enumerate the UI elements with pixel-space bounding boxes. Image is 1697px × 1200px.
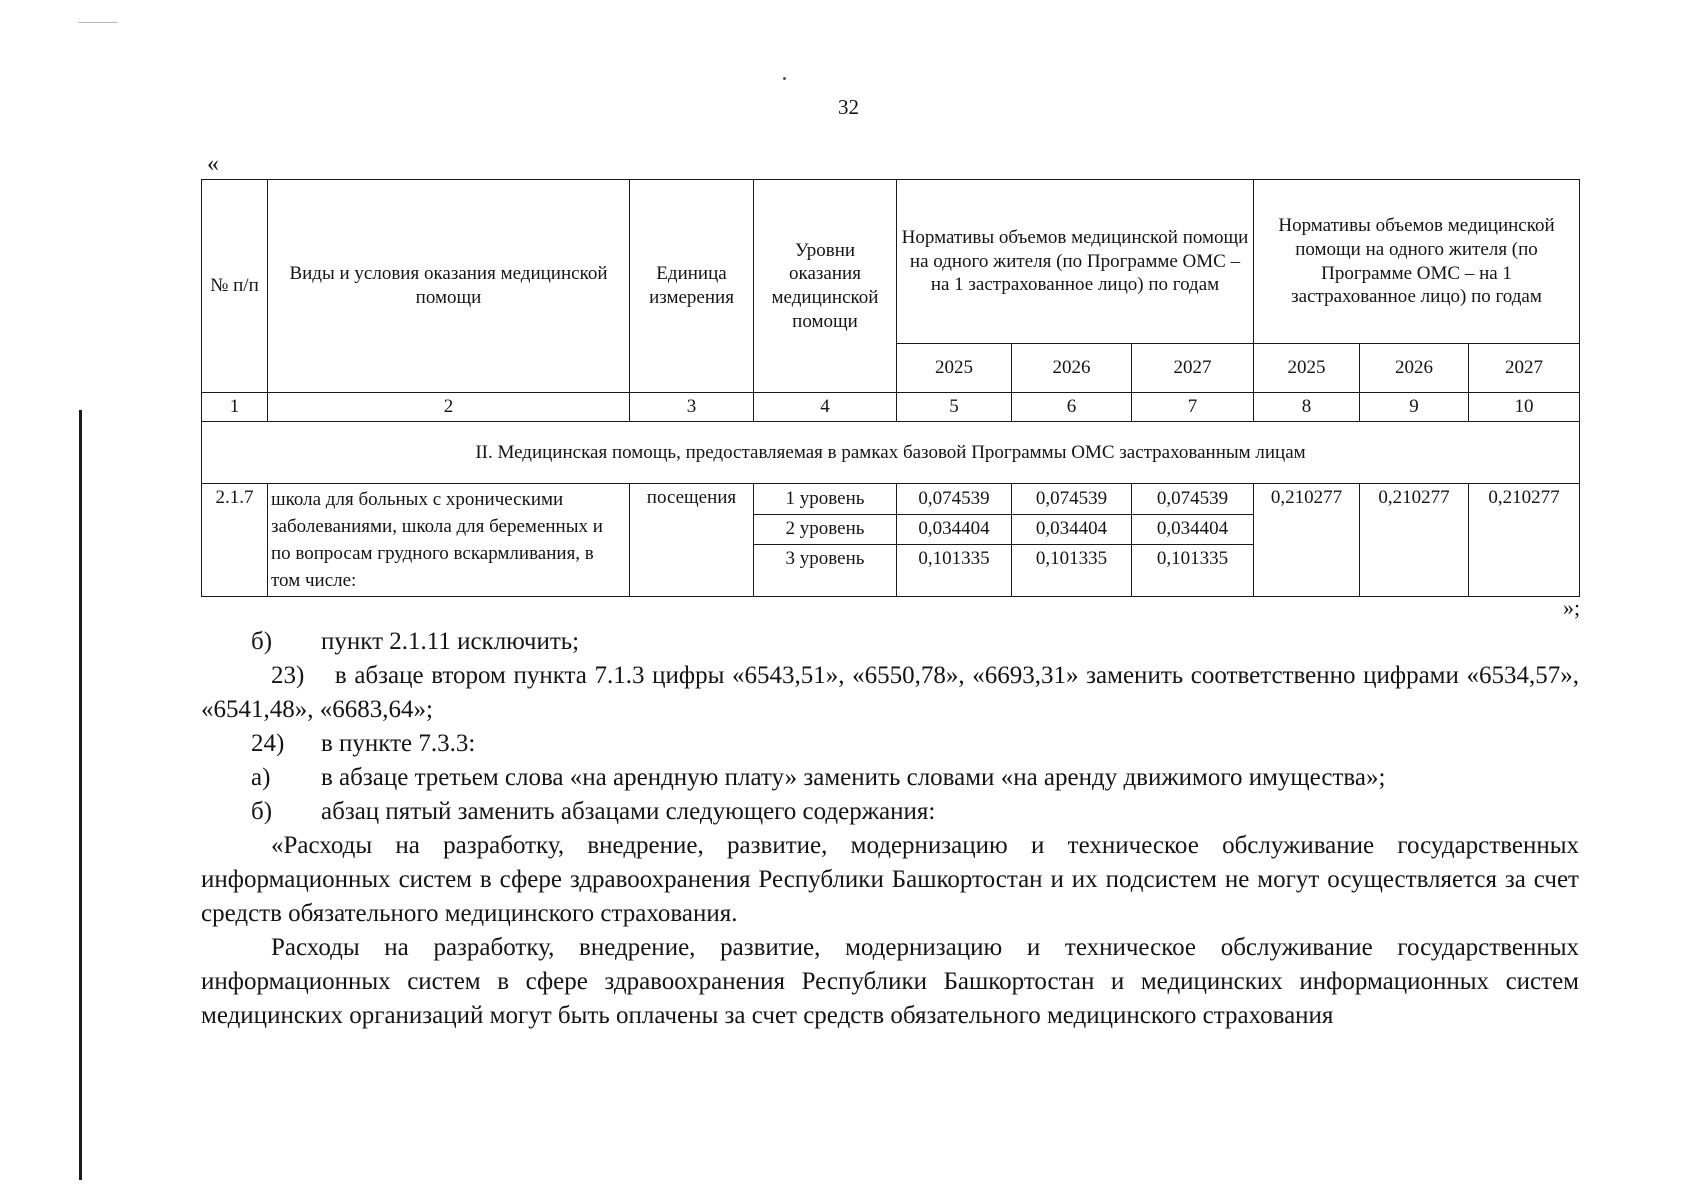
row-num: 2.1.7 (202, 484, 268, 597)
header-num: № п/п (202, 180, 268, 393)
row-value: 0,074539 (897, 484, 1012, 515)
item-number: б) (251, 628, 273, 655)
scan-artifact-left-edge (79, 410, 82, 1180)
item-23 (201, 659, 1579, 727)
item-number: 24) (251, 730, 285, 757)
paragraph-1: «Расходы на разработку, внедрение, развитие, модернизацию и техническое обслуживание государственных информационных систем в сфере здравоохранения Республики Башкортостан и их подсистем не могут осуществляется за счет средств обязательного медицинского страхования. (201, 832, 1579, 927)
row-level: 1 уровень (754, 484, 897, 515)
year-cell: 2025 (897, 344, 1012, 393)
row-oms-value: 0,210277 (1360, 484, 1469, 597)
item-b1 (201, 625, 1579, 659)
header-row (202, 180, 1580, 344)
table-row (202, 484, 1580, 515)
header-group-2: Нормативы объемов медицинской помощи на одного жителя (по Программе ОМС – на 1 застрахованное лицо) по годам (1254, 180, 1580, 344)
paragraph-2: Расходы на разработку, внедрение, развитие, модернизацию и техническое обслуживание государственных информационных систем в сфере здравоохранения Республики Башкортостан и медицинских информационных систем медицинских организаций могут быть оплачены за счет средств обязательного медицинского страхования (201, 934, 1579, 1029)
row-unit: посещения (630, 484, 754, 597)
col-number: 7 (1132, 393, 1254, 422)
item-number: 23) (271, 662, 305, 689)
year-cell: 2027 (1469, 344, 1580, 393)
row-value: 0,101335 (1132, 545, 1254, 597)
col-number: 6 (1012, 393, 1132, 422)
header-levels: Уровни оказания медицинской помощи (754, 180, 897, 393)
row-oms-value: 0,210277 (1469, 484, 1580, 597)
row-value: 0,074539 (1132, 484, 1254, 515)
row-level: 3 уровень (754, 545, 897, 597)
row-value: 0,034404 (1012, 514, 1132, 545)
item-text: пункт 2.1.11 исключить; (321, 628, 580, 655)
item-number: а) (251, 764, 271, 791)
item-text: абзац пятый заменить абзацами следующего содержания: (321, 798, 936, 825)
year-cell: 2026 (1012, 344, 1132, 393)
year-cell: 2026 (1360, 344, 1469, 393)
row-value: 0,074539 (1012, 484, 1132, 515)
row-value: 0,034404 (1132, 514, 1254, 545)
item-24 (201, 727, 1579, 761)
col-number: 1 (202, 393, 268, 422)
col-number: 3 (630, 393, 754, 422)
item-text: в абзаце третьем слова «на арендную плату» заменить словами «на аренду движимого имущества»; (321, 764, 1386, 791)
item-a (201, 761, 1579, 795)
row-oms-value: 0,210277 (1254, 484, 1360, 597)
row-value: 0,034404 (897, 514, 1012, 545)
col-number: 10 (1469, 393, 1580, 422)
item-text: в абзаце втором пункта 7.1.3 цифры «6543,51», «6550,78», «6693,31» заменить соответственно цифрами «6534,57», «6541,48», «6683,64»; (201, 662, 1580, 723)
opening-quote: « (207, 151, 219, 177)
col-number: 2 (268, 393, 630, 422)
item-number: б) (251, 798, 273, 825)
row-name: школа для больных с хроническими заболеваниями, школа для беременных и по вопросам грудного вскармливания, в том числе: (268, 484, 630, 597)
col-number: 4 (754, 393, 897, 422)
col-number: 5 (897, 393, 1012, 422)
section-title: II. Медицинская помощь, предоставляемая в рамках базовой Программы ОМС застрахованным лицам (202, 422, 1580, 484)
scan-speck (783, 77, 786, 80)
header-unit: Единица измерения (630, 180, 754, 393)
column-numbers-row (202, 393, 1580, 422)
amendment-text (201, 625, 1579, 1033)
closing-quote: »; (1563, 595, 1581, 620)
year-cell: 2025 (1254, 344, 1360, 393)
item-b2 (201, 795, 1579, 829)
page-number: 32 (838, 95, 859, 119)
col-number: 9 (1360, 393, 1469, 422)
year-cell: 2027 (1132, 344, 1254, 393)
item-text: в пункте 7.3.3: (321, 730, 476, 757)
header-group-1: Нормативы объемов медицинской помощи на одного жителя (по Программе ОМС – на 1 застрахованное лицо) по годам (897, 180, 1254, 344)
col-number: 8 (1254, 393, 1360, 422)
row-level: 2 уровень (754, 514, 897, 545)
section-row (202, 422, 1580, 484)
header-types: Виды и условия оказания медицинской помощи (268, 180, 630, 393)
scan-artifact-top (78, 22, 118, 23)
norms-table (201, 179, 1580, 597)
row-value: 0,101335 (1012, 545, 1132, 597)
row-value: 0,101335 (897, 545, 1012, 597)
